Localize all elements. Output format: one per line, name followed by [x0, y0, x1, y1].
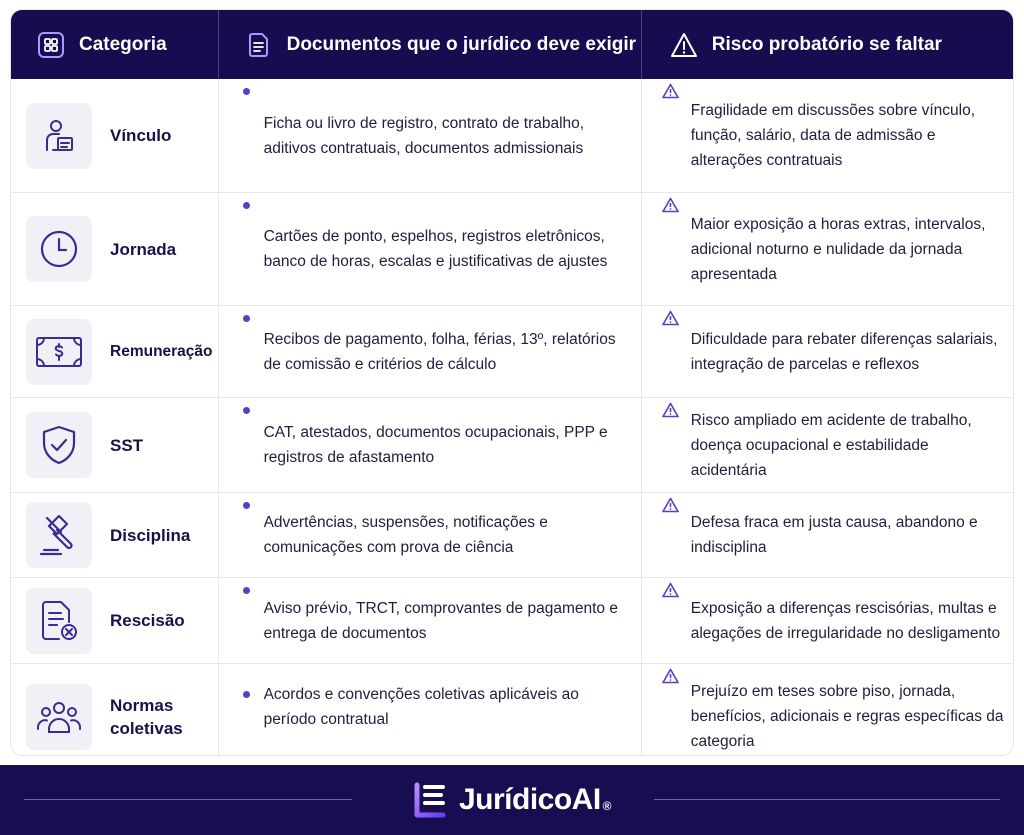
footer-divider-right	[654, 799, 1000, 800]
documents-cell	[218, 193, 641, 305]
category-name: Remuneração	[110, 343, 213, 360]
documents-cell	[218, 493, 641, 577]
warning-icon	[670, 31, 698, 59]
category-cell	[11, 664, 218, 756]
table-row	[11, 492, 1013, 577]
footer-divider-left	[24, 799, 352, 800]
risk-cell	[641, 398, 1013, 492]
brand-name: JurídicoAI	[458, 783, 601, 816]
table-row	[11, 577, 1013, 663]
category-name: Normas coletivas	[110, 695, 183, 738]
brand-logo	[413, 781, 611, 819]
banknote-icon	[26, 319, 92, 385]
documents-text: Ficha ou livro de registro, contrato de trabalho, aditivos contratuais, documentos admissionais	[263, 114, 585, 157]
risk-text: Exposição a diferenças rescisórias, multas e alegações de irregularidade no desligamento	[690, 599, 1001, 642]
bullet	[243, 88, 250, 95]
category-name: Rescisão	[110, 611, 185, 630]
risk-text: Maior exposição a horas extras, intervalos, adicional noturno e nulidade da jornada apresentada	[690, 215, 986, 283]
warning-icon	[662, 402, 679, 418]
documents-text: Acordos e convenções coletivas aplicáveis ao período contratual	[263, 686, 579, 728]
juridicoai-logo-icon	[413, 781, 449, 819]
warning-icon	[662, 197, 679, 213]
category-cell	[11, 578, 218, 663]
risk-text: Prejuízo em teses sobre piso, jornada, benefícios, adicionais e regras específicas da categoria	[690, 683, 1004, 750]
risk-text: Risco ampliado em acidente de trabalho, doença ocupacional e estabilidade acidentária	[690, 411, 972, 479]
warning-icon	[662, 83, 679, 99]
header-documents	[218, 10, 641, 79]
warning-icon	[662, 668, 679, 684]
bullet	[243, 407, 250, 414]
documents-cell	[218, 79, 641, 192]
bullet	[243, 202, 250, 209]
documents-text: Cartões de ponto, espelhos, registros eletrônicos, banco de horas, escalas e justificativas de ajustes	[263, 228, 608, 270]
header-col1-label: Categoria	[79, 33, 167, 55]
risk-cell	[641, 306, 1013, 397]
table-row	[11, 79, 1013, 192]
documents-cell	[218, 398, 641, 492]
table-body	[11, 79, 1013, 756]
grid-icon	[37, 31, 65, 59]
bullet	[243, 587, 250, 594]
risk-cell	[641, 79, 1013, 192]
risk-text: Dificuldade para rebater diferenças salariais, integração de parcelas e reflexos	[690, 330, 998, 373]
registered-mark: ®	[602, 799, 612, 813]
risk-text: Fragilidade em discussões sobre vínculo, função, salário, data de admissão e alterações contratuais	[690, 102, 976, 169]
footer	[0, 765, 1024, 835]
table-row	[11, 192, 1013, 305]
table-header	[11, 10, 1013, 79]
risk-text: Defesa fraca em justa causa, abandono e indisciplina	[690, 514, 978, 556]
category-name: SST	[110, 435, 144, 455]
risk-cell	[641, 193, 1013, 305]
warning-icon	[662, 582, 679, 598]
documents-text: Recibos de pagamento, folha, férias, 13º, relatórios de comissão e critérios de cálculo	[263, 330, 616, 373]
documents-cell	[218, 578, 641, 663]
documents-table	[10, 9, 1014, 756]
category-cell	[11, 398, 218, 492]
clock-icon	[26, 216, 92, 282]
header-category	[11, 10, 218, 79]
table-row	[11, 663, 1013, 756]
gavel-icon	[26, 502, 92, 568]
risk-cell	[641, 578, 1013, 663]
category-cell	[11, 79, 218, 192]
warning-icon	[662, 497, 679, 513]
category-cell	[11, 193, 218, 305]
document-cancel-icon	[26, 588, 92, 654]
shield-check-icon	[26, 412, 92, 478]
users-group-icon	[26, 684, 92, 750]
risk-cell	[641, 493, 1013, 577]
documents-text: Aviso prévio, TRCT, comprovantes de pagamento e entrega de documentos	[263, 599, 618, 642]
header-risk	[641, 10, 1013, 79]
documents-icon	[245, 31, 273, 59]
bullet	[243, 315, 250, 322]
header-col3-label: Risco probatório se faltar	[711, 33, 942, 55]
category-name: Jornada	[110, 239, 177, 259]
user-id-icon	[26, 103, 92, 169]
documents-text: CAT, atestados, documentos ocupacionais, PPP e registros de afastamento	[263, 424, 608, 466]
category-name: Vínculo	[110, 126, 172, 145]
documents-cell	[218, 306, 641, 397]
documents-text: Advertências, suspensões, notificações e comunicações com prova de ciência	[263, 514, 548, 556]
category-cell	[11, 493, 218, 577]
bullet	[243, 502, 250, 509]
bullet	[243, 691, 250, 698]
category-cell	[11, 306, 218, 397]
documents-cell	[218, 664, 641, 756]
table-row	[11, 397, 1013, 492]
header-col2-label: Documentos que o jurídico deve exigir	[286, 33, 637, 55]
category-name: Disciplina	[110, 525, 191, 545]
table-row	[11, 305, 1013, 397]
warning-icon	[662, 310, 679, 326]
risk-cell	[641, 664, 1013, 756]
